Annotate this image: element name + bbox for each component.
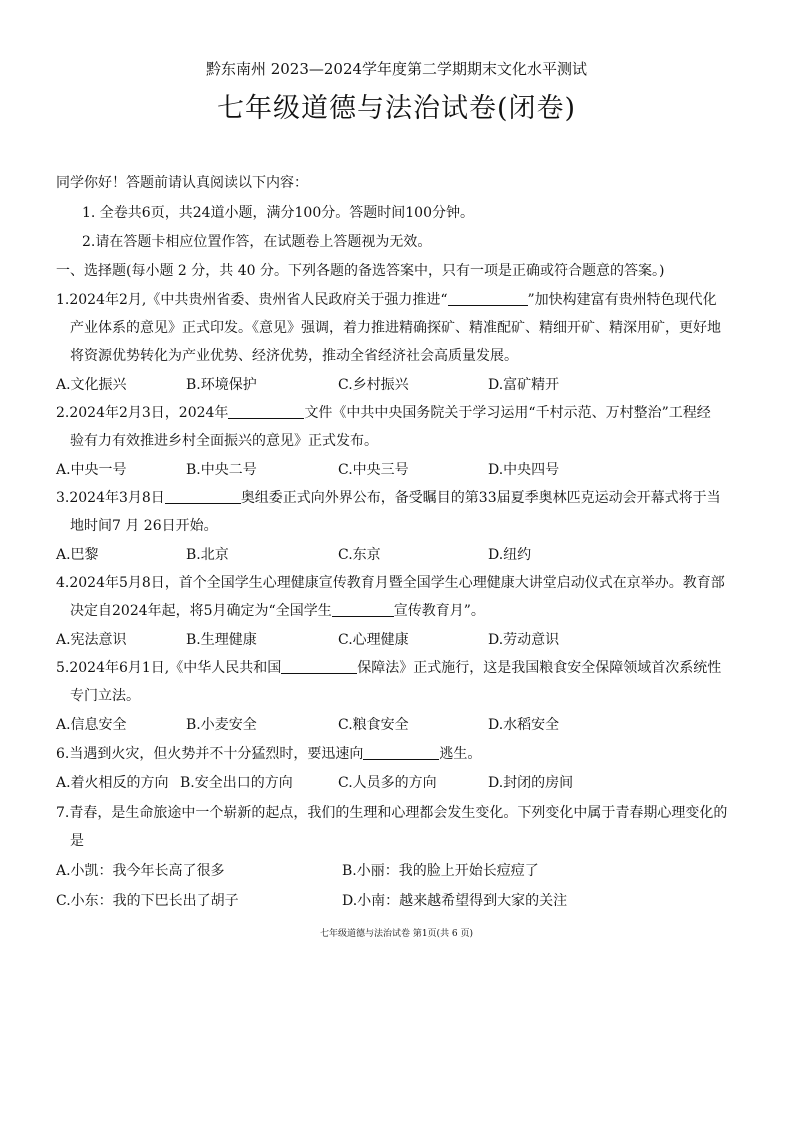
instruction-item: 2.请在答题卡相应位置作答，在试题卷上答题视为无效。 — [82, 234, 432, 250]
option-c: C.小东：我的下巴长出了胡子 — [56, 893, 239, 909]
question-5-line: 专门立法。 — [70, 688, 140, 704]
option-c: C.乡村振兴 — [338, 377, 409, 393]
answer-blank — [165, 489, 241, 504]
question-1-line: 产业体系的意见》正式印发。《意见》强调，着力推进精确探矿、精准配矿、精细开矿、精深用矿，更好地 — [70, 320, 721, 336]
option-d: D.纽约 — [488, 547, 532, 563]
option-d: D.小南：越来越希望得到大家的关注 — [342, 893, 568, 909]
option-b: B.中央二号 — [186, 462, 257, 478]
option-c: C.中央三号 — [338, 462, 409, 478]
instructions-greeting: 同学你好！答题前请认真阅读以下内容： — [56, 175, 308, 191]
option-b: B.小丽：我的脸上开始长痘痘了 — [342, 863, 539, 879]
answer-blank — [363, 745, 439, 760]
option-b: B.安全出口的方向 — [180, 775, 293, 791]
option-d: D.水稻安全 — [488, 717, 560, 733]
question-3-line — [56, 487, 721, 507]
option-d: D.中央四号 — [488, 462, 560, 478]
option-a: A.小凯：我今年长高了很多 — [56, 863, 225, 879]
question-text: 1.2024年2月,《中共贵州省委、贵州省人民政府关于强力推进“ — [56, 292, 448, 308]
question-6-line — [56, 743, 481, 763]
page-footer: 七年级道德与法治试卷 第1页(共 6 页) — [319, 929, 474, 939]
option-c: C.粮食安全 — [338, 717, 409, 733]
question-text: 6.当遇到火灾，但火势并不十分猛烈时，要迅速向 — [56, 746, 364, 762]
question-text: 5.2024年6月1日,《中华人民共和国 — [56, 660, 282, 676]
question-text: 逃生。 — [439, 746, 482, 762]
question-2-line: 验有力有效推进乡村全面振兴的意见》正式发布。 — [70, 433, 378, 449]
question-3-line: 地时间7 月 26日开始。 — [70, 518, 218, 534]
question-7-line: 是 — [70, 833, 84, 849]
instruction-item: 1. 全卷共6页，共24道小题，满分100分。答题时间100分钟。 — [82, 205, 474, 221]
exam-title: 七年级道德与法治试卷(闭卷) — [216, 93, 577, 124]
option-b: B.小麦安全 — [186, 717, 257, 733]
option-a: A.信息安全 — [56, 717, 127, 733]
question-5-line — [56, 657, 721, 677]
question-text: 保障法》正式施行，这是我国粮食安全保障领域首次系统性 — [357, 660, 722, 676]
question-text: ”加快构建富有贵州特色现代化 — [527, 292, 717, 308]
answer-blank — [448, 291, 528, 306]
option-b: B.环境保护 — [186, 377, 257, 393]
question-text: 2.2024年2月3日，2024年 — [56, 405, 229, 421]
option-c: C.东京 — [338, 547, 381, 563]
section-heading: 一、选择题(每小题 2 分，共 40 分。下列各题的备选答案中，只有一项是正确或符合题意的答案。) — [56, 263, 665, 279]
question-4-line — [70, 600, 485, 620]
question-text: 决定自2024年起，将5月确定为“全国学生 — [70, 603, 332, 619]
option-b: B.北京 — [186, 547, 229, 563]
answer-blank — [332, 602, 394, 617]
question-1-line — [56, 289, 717, 309]
answer-blank — [281, 659, 357, 674]
question-text: 3.2024年3月8日 — [56, 490, 165, 506]
option-d: D.劳动意识 — [488, 632, 560, 648]
question-2-line — [56, 402, 711, 422]
question-4-line: 4.2024年5月8日，首个全国学生心理健康宣传教育月暨全国学生心理健康大讲堂启动仪式在京举办。教育部 — [56, 575, 725, 591]
option-a: A.着火相反的方向 — [56, 775, 169, 791]
answer-blank — [228, 404, 304, 419]
question-1-line: 将资源优势转化为产业优势、经济优势，推动全省经济社会高质量发展。 — [70, 348, 518, 364]
question-text: 奥组委正式向外界公布，备受瞩目的第33届夏季奥林匹克运动会开幕式将于当 — [240, 490, 721, 506]
option-d: D.封闭的房间 — [488, 775, 574, 791]
option-d: D.富矿精开 — [488, 377, 560, 393]
option-c: C.心理健康 — [338, 632, 409, 648]
option-a: A.文化振兴 — [56, 377, 127, 393]
question-text: 文件《中共中央国务院关于学习运用“千村示范、万村整治”工程经 — [304, 405, 711, 421]
question-text: 宣传教育月”。 — [393, 603, 485, 619]
exam-subtitle: 黔东南州 2023—2024学年度第二学期期末文化水平测试 — [205, 60, 588, 78]
option-b: B.生理健康 — [186, 632, 257, 648]
option-a: A.宪法意识 — [56, 632, 127, 648]
option-c: C.人员多的方向 — [338, 775, 437, 791]
question-7-line: 7.青春，是生命旅途中一个崭新的起点，我们的生理和心理都会发生变化。下列变化中属于青春期心理变化的 — [56, 805, 728, 821]
option-a: A.巴黎 — [56, 547, 99, 563]
option-a: A.中央一号 — [56, 462, 127, 478]
